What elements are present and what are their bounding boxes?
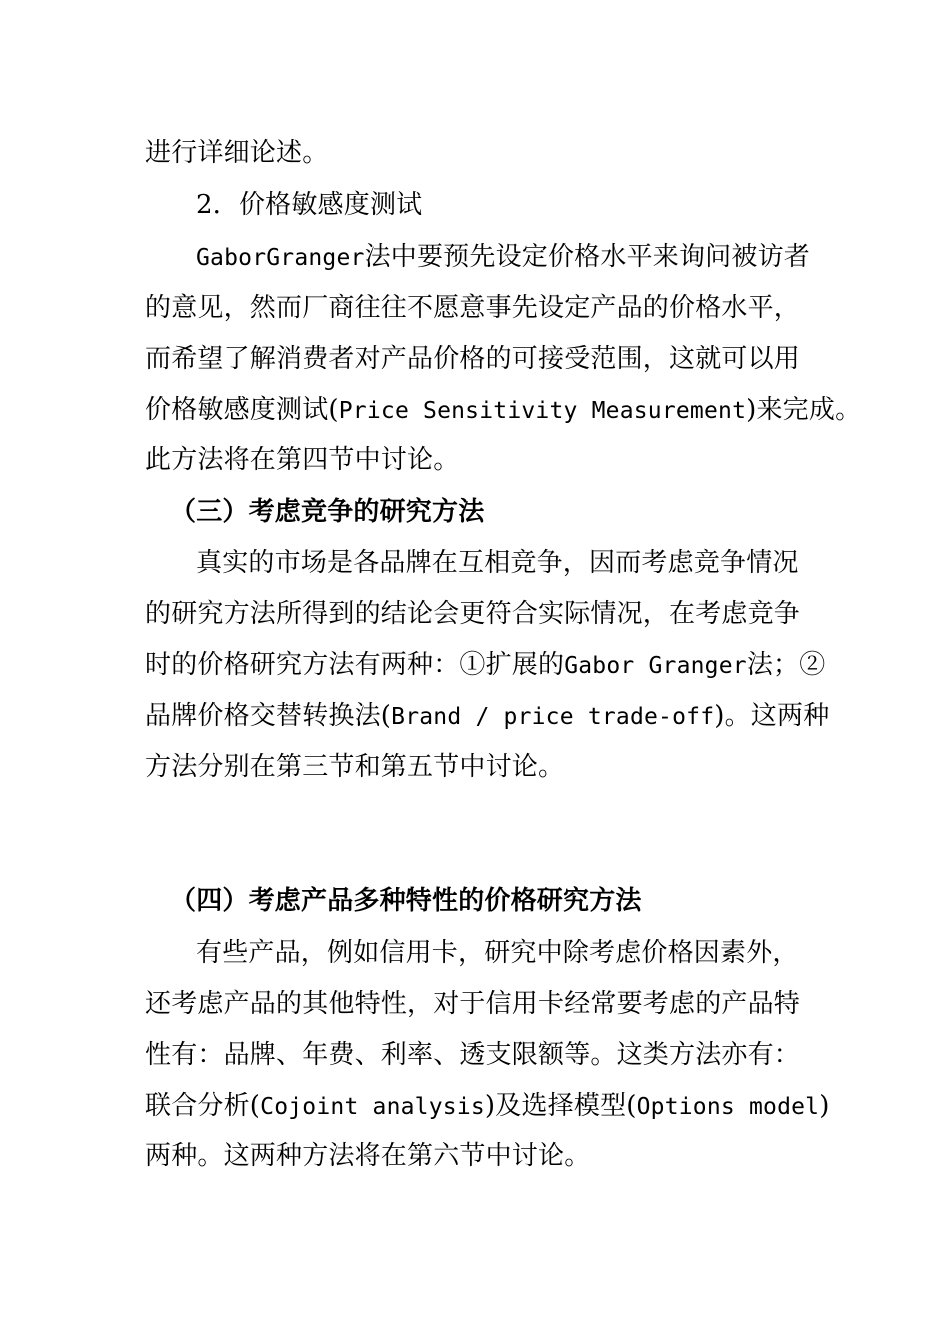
section-2-line-5: [145, 443, 459, 477]
text-run: 法；②: [746, 650, 826, 680]
text-run: 联合分析(: [145, 1091, 261, 1121]
text-run: 的意见，然而厂商往往不愿意事先设定产品的价格水平，: [145, 293, 801, 323]
section-2-title: [196, 188, 422, 222]
section-3-line-1: [196, 546, 799, 580]
section-4-line-4: [145, 1089, 830, 1124]
section-4-line-2: [145, 987, 800, 1021]
text-run: 性有：品牌、年费、利率、透支限额等。这类方法亦有：: [145, 1040, 801, 1070]
text-run: 两种。这两种方法将在第六节中讨论。: [145, 1141, 591, 1171]
text-run: 而希望了解消费者对产品价格的可接受范围，这就可以用: [145, 344, 801, 374]
text-run: 价格敏感度测试(: [145, 395, 339, 425]
section-4-title-text: （四）考虑产品多种特性的价格研究方法: [170, 886, 642, 916]
text-run: )来完成。: [746, 395, 862, 425]
text-run: 有些产品，例如信用卡，研究中除考虑价格因素外，: [196, 938, 799, 968]
section-3-line-5: [145, 750, 564, 784]
text-run: 时的价格研究方法有两种：①扩展的: [145, 650, 565, 680]
section-3-line-2: [145, 597, 800, 631]
intro-text: 进行详细论述。: [145, 138, 329, 168]
text-run: ): [819, 1091, 830, 1121]
section-2-line-2: [145, 291, 800, 325]
text-run: 法中要预先设定价格水平来询问被访者: [364, 242, 810, 272]
section-2-line-3: [145, 342, 800, 376]
section-4-line-5: [145, 1139, 590, 1173]
section-2-title-text: 2．价格敏感度测试: [196, 190, 423, 220]
section-4-line-3: [145, 1038, 800, 1072]
section-3-line-3: [145, 648, 825, 683]
section-3-line-4: [145, 699, 829, 734]
latin-term: Cojoint analysis: [260, 1094, 485, 1120]
latin-term: Gabor Granger: [564, 653, 747, 679]
latin-term: Options model: [636, 1094, 820, 1120]
text-run: 的研究方法所得到的结论会更符合实际情况，在考虑竞争: [145, 599, 801, 629]
text-run: )及选择模型(: [484, 1091, 637, 1121]
text-run: 此方法将在第四节中讨论。: [145, 445, 460, 475]
section-4-line-1: [196, 936, 799, 970]
section-2-line-4: [145, 393, 861, 428]
latin-term: Price Sensitivity Measurement: [338, 398, 747, 424]
latin-term: GaborGranger: [196, 245, 365, 271]
intro-line-1: [145, 136, 328, 170]
latin-term: Brand / price trade-off: [391, 704, 715, 730]
section-3-title: [170, 495, 484, 529]
text-run: 真实的市场是各品牌在互相竞争，因而考虑竞争情况: [196, 548, 799, 578]
text-run: )。这两种: [714, 701, 830, 731]
section-3-title-text: （三）考虑竞争的研究方法: [170, 497, 485, 527]
text-run: 品牌价格交替转换法(: [145, 701, 392, 731]
text-run: 还考虑产品的其他特性，对于信用卡经常要考虑的产品特: [145, 989, 801, 1019]
text-run: 方法分别在第三节和第五节中讨论。: [145, 752, 565, 782]
section-4-title: [170, 884, 642, 918]
section-2-line-1: [196, 240, 810, 275]
